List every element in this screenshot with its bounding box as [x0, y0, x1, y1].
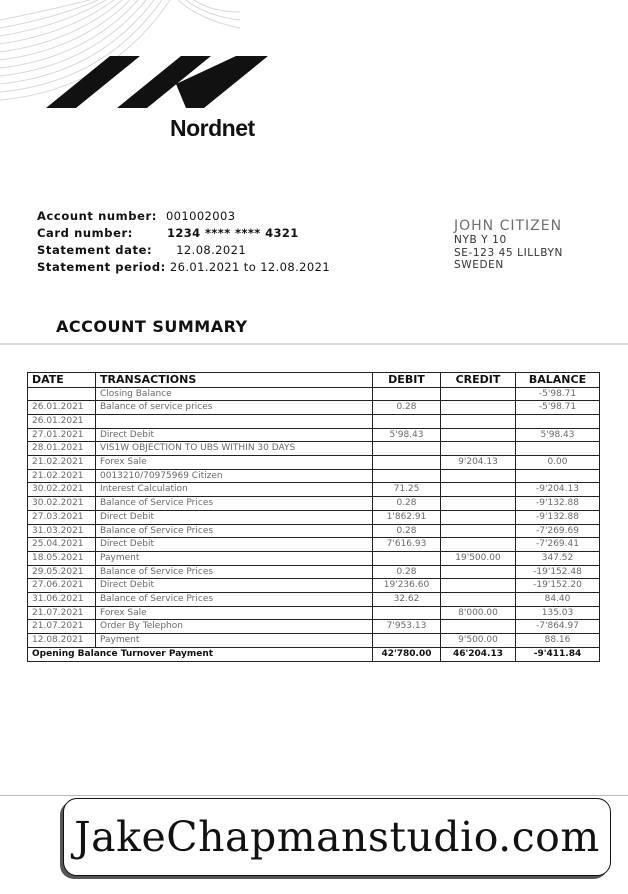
- table-row: [28, 456, 600, 470]
- cell-transaction: [96, 414, 373, 428]
- cell-debit: [373, 414, 441, 428]
- account-summary-title: ACCOUNT SUMMARY: [56, 317, 248, 336]
- cell-balance: -9'132.88: [516, 497, 600, 511]
- address-line-2: SE-123 45 LILLBYN: [454, 246, 563, 259]
- cell-date: 21.02.2021: [28, 469, 96, 483]
- statement-period-row: [37, 259, 330, 276]
- total-credit: 46'204.13: [441, 647, 516, 661]
- cell-transaction: Order By Telephon: [96, 620, 373, 634]
- card-number-label: Card number:: [37, 226, 133, 240]
- table-row: [28, 565, 600, 579]
- table-header-row: [28, 373, 600, 388]
- cell-date: 30.02.2021: [28, 483, 96, 497]
- cell-balance: -9'204.13: [516, 483, 600, 497]
- nordnet-logo-mark: [46, 54, 270, 112]
- cell-balance: 135.03: [516, 606, 600, 620]
- cell-date: 30.02.2021: [28, 497, 96, 511]
- cell-credit: [441, 538, 516, 552]
- cell-date: 31.03.2021: [28, 524, 96, 538]
- cell-credit: [441, 497, 516, 511]
- cell-date: 28.01.2021: [28, 442, 96, 456]
- cell-date: 21.07.2021: [28, 620, 96, 634]
- cell-transaction: 0013210/70975969 Citizen: [96, 469, 373, 483]
- total-balance: -9'411.84: [516, 647, 600, 661]
- cell-balance: 347.52: [516, 551, 600, 565]
- cell-debit: 32.62: [373, 593, 441, 607]
- cell-credit: [441, 524, 516, 538]
- cell-date: 31.06.2021: [28, 593, 96, 607]
- table-row: [28, 414, 600, 428]
- cell-debit: 0.28: [373, 565, 441, 579]
- cell-debit: [373, 551, 441, 565]
- brand-name: Nordnet: [170, 115, 255, 141]
- header-transactions: TRANSACTIONS: [96, 373, 373, 388]
- cell-date: 21.02.2021: [28, 456, 96, 470]
- cell-debit: [373, 387, 441, 401]
- transactions-table: [27, 372, 600, 662]
- cell-balance: -7'269.41: [516, 538, 600, 552]
- cell-date: 12.08.2021: [28, 634, 96, 648]
- cell-transaction: VIS1W OBJECTION TO UBS WITHIN 30 DAYS: [96, 442, 373, 456]
- cell-credit: [441, 510, 516, 524]
- cell-credit: [441, 565, 516, 579]
- cell-date: 25.04.2021: [28, 538, 96, 552]
- table-row: [28, 442, 600, 456]
- account-details: [37, 208, 330, 276]
- cell-date: 21.07.2021: [28, 606, 96, 620]
- cell-date: 29.05.2021: [28, 565, 96, 579]
- cell-debit: 0.28: [373, 524, 441, 538]
- cell-debit: [373, 634, 441, 648]
- table-row: [28, 634, 600, 648]
- cell-date: 18.05.2021: [28, 551, 96, 565]
- cell-balance: [516, 442, 600, 456]
- table-row: [28, 538, 600, 552]
- statement-period-label: Statement period:: [37, 260, 166, 274]
- account-number-label: Account number:: [37, 209, 157, 223]
- cell-credit: [441, 593, 516, 607]
- cell-balance: [516, 469, 600, 483]
- cell-transaction: Direct Debit: [96, 538, 373, 552]
- table-row: [28, 551, 600, 565]
- cell-balance: 5'98.43: [516, 428, 600, 442]
- cell-debit: [373, 469, 441, 483]
- statement-date-value: 12.08.2021: [176, 243, 247, 257]
- cell-date: 27.01.2021: [28, 428, 96, 442]
- cell-transaction: Balance of Service Prices: [96, 497, 373, 511]
- summary-divider: [0, 343, 628, 345]
- cell-date: 27.06.2021: [28, 579, 96, 593]
- statement-date-row: [37, 242, 330, 259]
- customer-address: [454, 218, 563, 272]
- table-row: [28, 497, 600, 511]
- cell-balance: [516, 414, 600, 428]
- table-row: [28, 579, 600, 593]
- cell-transaction: Direct Debit: [96, 428, 373, 442]
- table-row: [28, 483, 600, 497]
- total-label: Opening Balance Turnover Payment: [28, 647, 373, 661]
- cell-balance: 88.16: [516, 634, 600, 648]
- cell-credit: 8'000.00: [441, 606, 516, 620]
- cell-credit: [441, 428, 516, 442]
- statement-date-label: Statement date:: [37, 243, 153, 257]
- cell-credit: [441, 414, 516, 428]
- cell-debit: [373, 606, 441, 620]
- table-row: [28, 469, 600, 483]
- cell-balance: -9'132.88: [516, 510, 600, 524]
- cell-transaction: Forex Sale: [96, 456, 373, 470]
- cell-balance: -5'98.71: [516, 387, 600, 401]
- address-line-1: NYB Y 10: [454, 234, 507, 246]
- account-number-row: [37, 208, 330, 225]
- cell-debit: 19'236.60: [373, 579, 441, 593]
- cell-credit: [441, 483, 516, 497]
- customer-name: JOHN CITIZEN: [454, 218, 563, 234]
- table-row: [28, 510, 600, 524]
- watermark-badge: [63, 798, 611, 876]
- address-line-3: SWEDEN: [454, 259, 504, 271]
- cell-credit: 9'204.13: [441, 456, 516, 470]
- cell-credit: 9'500.00: [441, 634, 516, 648]
- header-balance: BALANCE: [516, 373, 600, 388]
- cell-transaction: Balance of Service Prices: [96, 565, 373, 579]
- account-number-value: 001002003: [165, 209, 236, 223]
- cell-transaction: Direct Debit: [96, 579, 373, 593]
- cell-transaction: Interest Calculation: [96, 483, 373, 497]
- cell-credit: [441, 387, 516, 401]
- table-row: [28, 620, 600, 634]
- table-row: [28, 401, 600, 415]
- cell-debit: 0.28: [373, 497, 441, 511]
- cell-transaction: Forex Sale: [96, 606, 373, 620]
- cell-credit: [441, 401, 516, 415]
- cell-debit: 71.25: [373, 483, 441, 497]
- cell-transaction: Closing Balance: [96, 387, 373, 401]
- cell-date: [28, 387, 96, 401]
- header-credit: CREDIT: [441, 373, 516, 388]
- card-number-row: [37, 225, 330, 242]
- cell-transaction: Direct Debit: [96, 510, 373, 524]
- cell-debit: 0.28: [373, 401, 441, 415]
- table-row: [28, 524, 600, 538]
- table-row: [28, 387, 600, 401]
- total-debit: 42'780.00: [373, 647, 441, 661]
- cell-balance: -19'152.48: [516, 565, 600, 579]
- cell-debit: 1'862.91: [373, 510, 441, 524]
- table-row: [28, 593, 600, 607]
- table-row: [28, 428, 600, 442]
- table-row: [28, 606, 600, 620]
- cell-credit: [441, 442, 516, 456]
- cell-credit: 19'500.00: [441, 551, 516, 565]
- cell-debit: 5'98.43: [373, 428, 441, 442]
- cell-credit: [441, 579, 516, 593]
- cell-transaction: Balance of Service Prices: [96, 524, 373, 538]
- cell-balance: -19'152.20: [516, 579, 600, 593]
- cell-balance: 84.40: [516, 593, 600, 607]
- card-number-value: 1234 **** **** 4321: [166, 226, 299, 240]
- cell-date: 26.01.2021: [28, 401, 96, 415]
- cell-transaction: Payment: [96, 551, 373, 565]
- cell-transaction: Balance of Service Prices: [96, 593, 373, 607]
- cell-debit: 7'616.93: [373, 538, 441, 552]
- table-total-row: [28, 647, 600, 661]
- cell-credit: [441, 620, 516, 634]
- cell-balance: -7'269.69: [516, 524, 600, 538]
- watermark-text: JakeChapmanstudio.com: [74, 813, 600, 861]
- statement-period-value: 26.01.2021 to 12.08.2021: [169, 260, 331, 274]
- footer-divider: [0, 795, 628, 796]
- header-date: DATE: [28, 373, 96, 388]
- cell-debit: [373, 442, 441, 456]
- cell-balance: -5'98.71: [516, 401, 600, 415]
- cell-date: 27.03.2021: [28, 510, 96, 524]
- cell-balance: 0.00: [516, 456, 600, 470]
- cell-debit: 7'953.13: [373, 620, 441, 634]
- cell-balance: -7'864.97: [516, 620, 600, 634]
- cell-credit: [441, 469, 516, 483]
- cell-date: 26.01.2021: [28, 414, 96, 428]
- cell-transaction: Payment: [96, 634, 373, 648]
- header-debit: DEBIT: [373, 373, 441, 388]
- cell-transaction: Balance of service prices: [96, 401, 373, 415]
- cell-debit: [373, 456, 441, 470]
